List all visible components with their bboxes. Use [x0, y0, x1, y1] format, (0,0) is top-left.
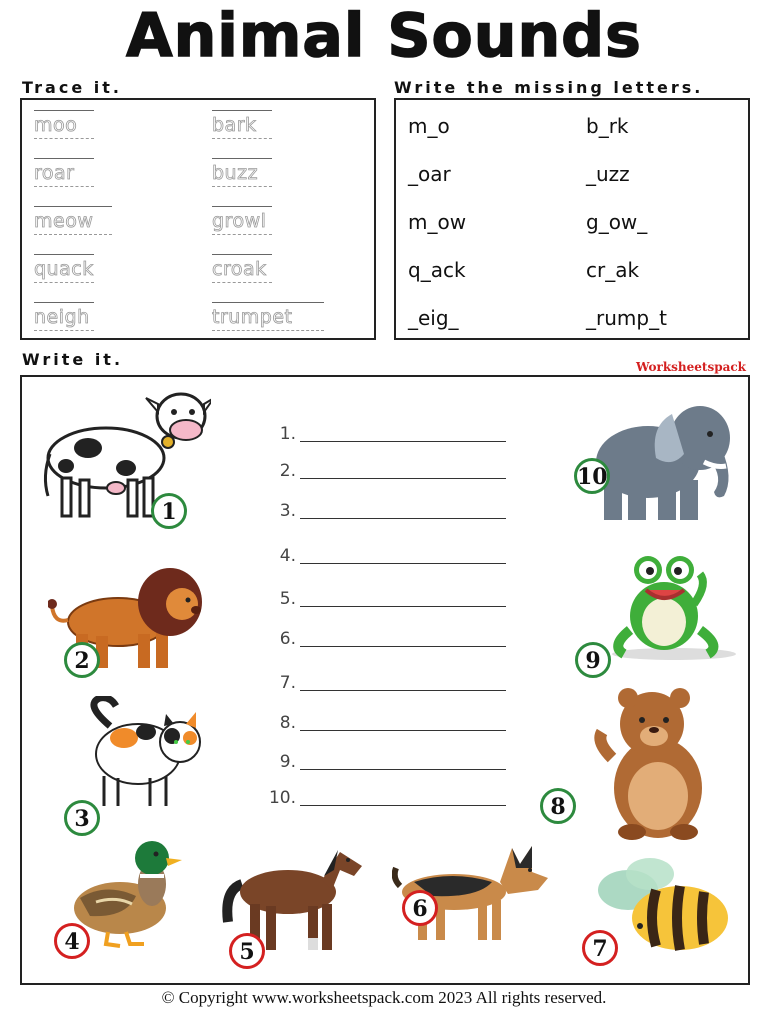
answer-number: 2.	[279, 461, 296, 481]
trace-base-line	[34, 186, 94, 187]
answer-row	[266, 461, 506, 483]
missing-letters-word: m_o	[408, 114, 450, 138]
trace-guide-line	[34, 254, 94, 255]
trace-section-label: Trace it.	[22, 78, 122, 97]
trace-word: bark	[212, 114, 257, 136]
trace-guide-line	[212, 158, 272, 159]
answer-line[interactable]	[300, 769, 506, 770]
answer-line[interactable]	[300, 646, 506, 647]
answer-line[interactable]	[300, 690, 506, 691]
badge-1: 1	[151, 493, 187, 529]
trace-base-line	[212, 186, 272, 187]
missing-letters-word: _rump_t	[586, 306, 667, 330]
page-title: Animal Sounds	[126, 1, 642, 71]
trace-base-line	[34, 138, 94, 139]
brand-label: Worksheetspack	[636, 360, 746, 374]
answer-line[interactable]	[300, 805, 506, 806]
trace-base-line	[212, 138, 272, 139]
trace-word: quack	[34, 258, 94, 280]
answer-number: 1.	[279, 424, 296, 444]
trace-base-line	[212, 282, 272, 283]
missing-letters-word: _eig_	[408, 306, 459, 330]
trace-word: croak	[212, 258, 267, 280]
badge-7: 7	[582, 930, 618, 966]
badge-4: 4	[54, 923, 90, 959]
trace-base-line	[212, 330, 324, 331]
answer-row	[266, 629, 506, 651]
answer-line[interactable]	[300, 606, 506, 607]
answer-number: 7.	[279, 673, 296, 693]
trace-guide-line	[212, 254, 272, 255]
badge-8: 8	[540, 788, 576, 824]
answer-number: 10.	[268, 788, 296, 808]
answer-line[interactable]	[300, 563, 506, 564]
trace-word: moo	[34, 114, 78, 136]
trace-guide-line	[212, 302, 324, 303]
answer-line[interactable]	[300, 441, 506, 442]
elephant-illustration	[592, 400, 736, 524]
answer-line[interactable]	[300, 478, 506, 479]
badge-3: 3	[64, 800, 100, 836]
trace-box	[20, 98, 376, 340]
answer-number: 4.	[279, 546, 296, 566]
missing-letters-word: m_ow	[408, 210, 467, 234]
answer-row	[266, 589, 506, 611]
frog-illustration	[604, 550, 738, 662]
answer-row	[266, 788, 506, 810]
trace-base-line	[34, 234, 112, 235]
answer-row	[266, 673, 506, 695]
trace-base-line	[34, 330, 94, 331]
missing-letters-word: cr_ak	[586, 258, 640, 282]
badge-6: 6	[402, 890, 438, 926]
trace-word: trumpet	[212, 306, 293, 328]
cat-illustration	[80, 696, 210, 811]
trace-word: neigh	[34, 306, 90, 328]
missing-box	[394, 98, 750, 340]
trace-guide-line	[212, 110, 272, 111]
trace-guide-line	[34, 110, 94, 111]
badge-9: 9	[575, 642, 611, 678]
missing-letters-word: g_ow_	[586, 210, 648, 234]
answer-row	[266, 424, 506, 446]
answer-line[interactable]	[300, 730, 506, 731]
answer-number: 6.	[279, 629, 296, 649]
trace-word: buzz	[212, 162, 259, 184]
write-section-label: Write it.	[22, 350, 124, 369]
badge-5: 5	[229, 933, 265, 969]
missing-section-label: Write the missing letters.	[394, 78, 704, 97]
answer-row	[266, 546, 506, 568]
trace-word: roar	[34, 162, 75, 184]
answer-line[interactable]	[300, 518, 506, 519]
trace-base-line	[34, 282, 94, 283]
answer-number: 9.	[279, 752, 296, 772]
trace-guide-line	[212, 206, 272, 207]
trace-word: meow	[34, 210, 94, 232]
trace-guide-line	[34, 158, 94, 159]
missing-letters-word: b_rk	[586, 114, 629, 138]
bear-illustration	[594, 688, 714, 840]
answer-number: 5.	[279, 589, 296, 609]
answer-row	[266, 752, 506, 774]
missing-letters-word: _oar	[408, 162, 451, 186]
missing-letters-word: q_ack	[408, 258, 466, 282]
answer-number: 8.	[279, 713, 296, 733]
copyright-footer: © Copyright www.worksheetspack.com 2023 All rights reserved.	[161, 988, 607, 1007]
answer-row	[266, 501, 506, 523]
badge-2: 2	[64, 642, 100, 678]
answer-row	[266, 713, 506, 735]
trace-base-line	[212, 234, 272, 235]
badge-10: 10	[574, 458, 610, 494]
bee-illustration	[596, 856, 736, 956]
trace-guide-line	[34, 206, 112, 207]
missing-letters-word: _uzz	[586, 162, 630, 186]
trace-guide-line	[34, 302, 94, 303]
answer-number: 3.	[279, 501, 296, 521]
trace-word: growl	[212, 210, 267, 232]
